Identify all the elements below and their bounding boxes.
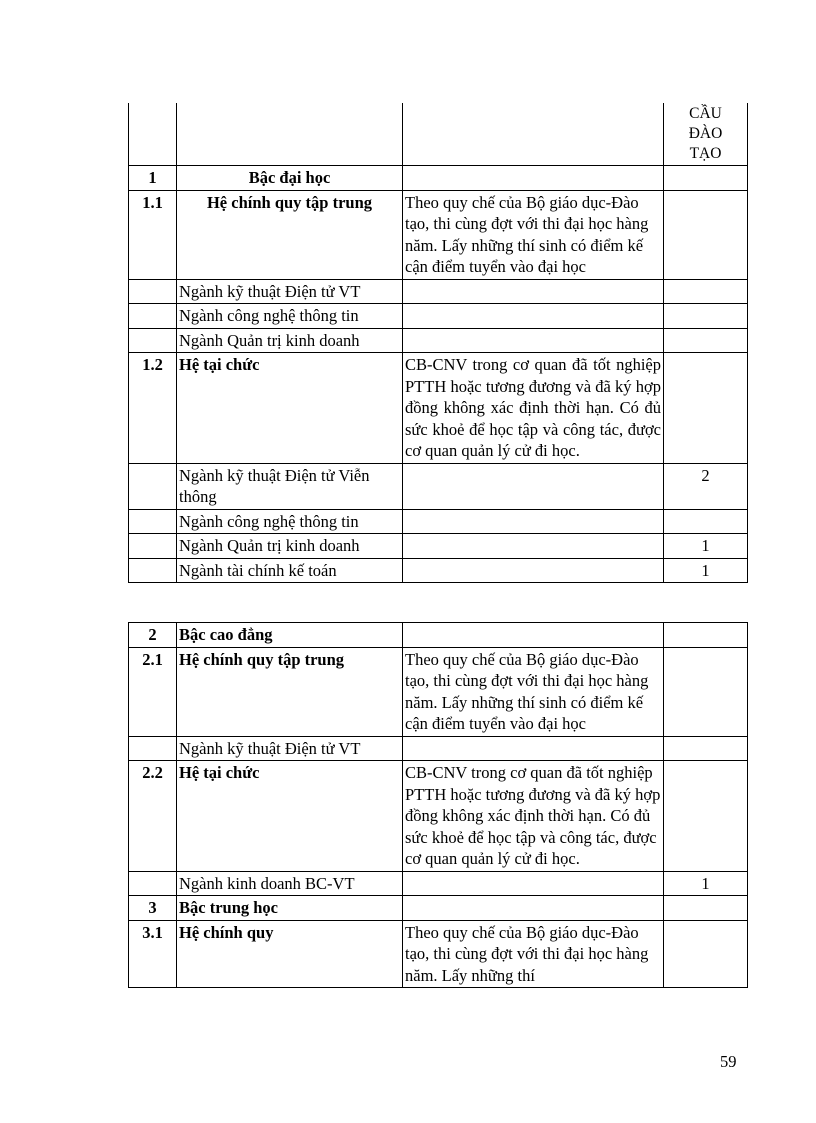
cell-program: Hệ tại chức — [177, 353, 403, 464]
cell-requirements — [403, 328, 664, 353]
cell-program: Ngành Quản trị kinh doanh — [177, 328, 403, 353]
cell-requirements: CB-CNV trong cơ quan đã tốt nghiệp PTTH hoặc tương đương và đã ký hợp đồng không xác định thời hạn. Có đủ sức khoẻ để học tập và công tác, được cơ quan quản lý cử đi học. — [403, 353, 664, 464]
cell-program: Bậc cao đẳng — [177, 623, 403, 648]
cell-quantity — [664, 166, 748, 191]
cell-quantity: 1 — [664, 534, 748, 559]
cell-program: Ngành Quản trị kinh doanh — [177, 534, 403, 559]
table-header-continuation-row — [129, 103, 748, 166]
table-row — [129, 328, 748, 353]
cell-quantity — [664, 623, 748, 648]
cell-program: Ngành kỹ thuật Điện tử VT — [177, 736, 403, 761]
cell-index: 3.1 — [129, 920, 177, 988]
cell-quantity: 2 — [664, 463, 748, 509]
cell-index: 1 — [129, 166, 177, 191]
cell-quantity — [664, 896, 748, 921]
cell-requirements — [403, 558, 664, 583]
cell-quantity — [664, 509, 748, 534]
cell-quantity: 1 — [664, 871, 748, 896]
cell-index — [129, 871, 177, 896]
cell-quantity — [664, 353, 748, 464]
cell-quantity — [664, 279, 748, 304]
cell-quantity — [664, 190, 748, 279]
table-row — [129, 623, 748, 648]
cell-program: Hệ tại chức — [177, 761, 403, 872]
table-row — [129, 736, 748, 761]
cell-requirements — [403, 304, 664, 329]
cell-requirements — [403, 896, 664, 921]
cell-index — [129, 103, 177, 166]
table-row — [129, 279, 748, 304]
cell-index — [129, 279, 177, 304]
cell-index — [129, 558, 177, 583]
cell-quantity — [664, 328, 748, 353]
demand-header-text: CẦU ĐÀO TẠO — [688, 105, 723, 162]
cell-quantity — [664, 736, 748, 761]
table-row — [129, 761, 748, 872]
cell-program: Ngành tài chính kế toán — [177, 558, 403, 583]
cell-requirements: Theo quy chế của Bộ giáo dục-Đào tạo, thi cùng đợt với thi đại học hàng năm. Lấy những thí — [403, 920, 664, 988]
table-row — [129, 920, 748, 988]
table-row — [129, 871, 748, 896]
admission-table-part-1 — [128, 103, 748, 583]
cell-program: Ngành kỹ thuật Điện tử Viễn thông — [177, 463, 403, 509]
cell-quantity — [664, 304, 748, 329]
cell-index: 2.2 — [129, 761, 177, 872]
cell-requirements: Theo quy chế của Bộ giáo dục-Đào tạo, thi cùng đợt với thi đại học hàng năm. Lấy những thí sinh có điểm kế cận điểm tuyển vào đại học — [403, 190, 664, 279]
cell-quantity — [664, 920, 748, 988]
cell-requirements — [403, 623, 664, 648]
cell-program: Hệ chính quy — [177, 920, 403, 988]
cell-index: 2 — [129, 623, 177, 648]
cell-demand-header — [664, 103, 748, 166]
cell-index — [129, 509, 177, 534]
cell-index: 1.1 — [129, 190, 177, 279]
page-number: 59 — [720, 1052, 737, 1071]
cell-quantity — [664, 647, 748, 736]
cell-index — [129, 463, 177, 509]
cell-quantity — [664, 761, 748, 872]
cell-requirements — [403, 871, 664, 896]
table-row — [129, 509, 748, 534]
cell-program: Hệ chính quy tập trung — [177, 647, 403, 736]
cell-index: 1.2 — [129, 353, 177, 464]
cell-requirements — [403, 509, 664, 534]
cell-requirements — [403, 736, 664, 761]
cell-program: Ngành công nghệ thông tin — [177, 509, 403, 534]
cell-quantity: 1 — [664, 558, 748, 583]
cell-program — [177, 103, 403, 166]
cell-index — [129, 304, 177, 329]
cell-requirements — [403, 279, 664, 304]
cell-program: Hệ chính quy tập trung — [177, 190, 403, 279]
table-row — [129, 353, 748, 464]
cell-index: 2.1 — [129, 647, 177, 736]
cell-index — [129, 736, 177, 761]
table-row — [129, 647, 748, 736]
admission-table-part-2 — [128, 622, 748, 988]
table-row — [129, 166, 748, 191]
table-row — [129, 463, 748, 509]
table-row — [129, 896, 748, 921]
cell-program: Ngành công nghệ thông tin — [177, 304, 403, 329]
cell-program: Ngành kinh doanh BC-VT — [177, 871, 403, 896]
cell-program: Bậc đại học — [177, 166, 403, 191]
cell-index: 3 — [129, 896, 177, 921]
table-row — [129, 190, 748, 279]
cell-requirements: CB-CNV trong cơ quan đã tốt nghiệp PTTH hoặc tương đương và đã ký hợp đồng không xác định thời hạn. Có đủ sức khoẻ để học tập và công tác, được cơ quan quản lý cử đi học. — [403, 761, 664, 872]
cell-program: Ngành kỹ thuật Điện tử VT — [177, 279, 403, 304]
cell-requirements: Theo quy chế của Bộ giáo dục-Đào tạo, thi cùng đợt với thi đại học hàng năm. Lấy những thí sinh có điểm kế cận điểm tuyển vào đại học — [403, 647, 664, 736]
cell-program: Bậc trung học — [177, 896, 403, 921]
cell-index — [129, 328, 177, 353]
cell-requirements — [403, 534, 664, 559]
cell-index — [129, 534, 177, 559]
table-row — [129, 558, 748, 583]
table-row — [129, 304, 748, 329]
cell-requirements — [403, 103, 664, 166]
cell-requirements — [403, 166, 664, 191]
table-row — [129, 534, 748, 559]
cell-requirements — [403, 463, 664, 509]
